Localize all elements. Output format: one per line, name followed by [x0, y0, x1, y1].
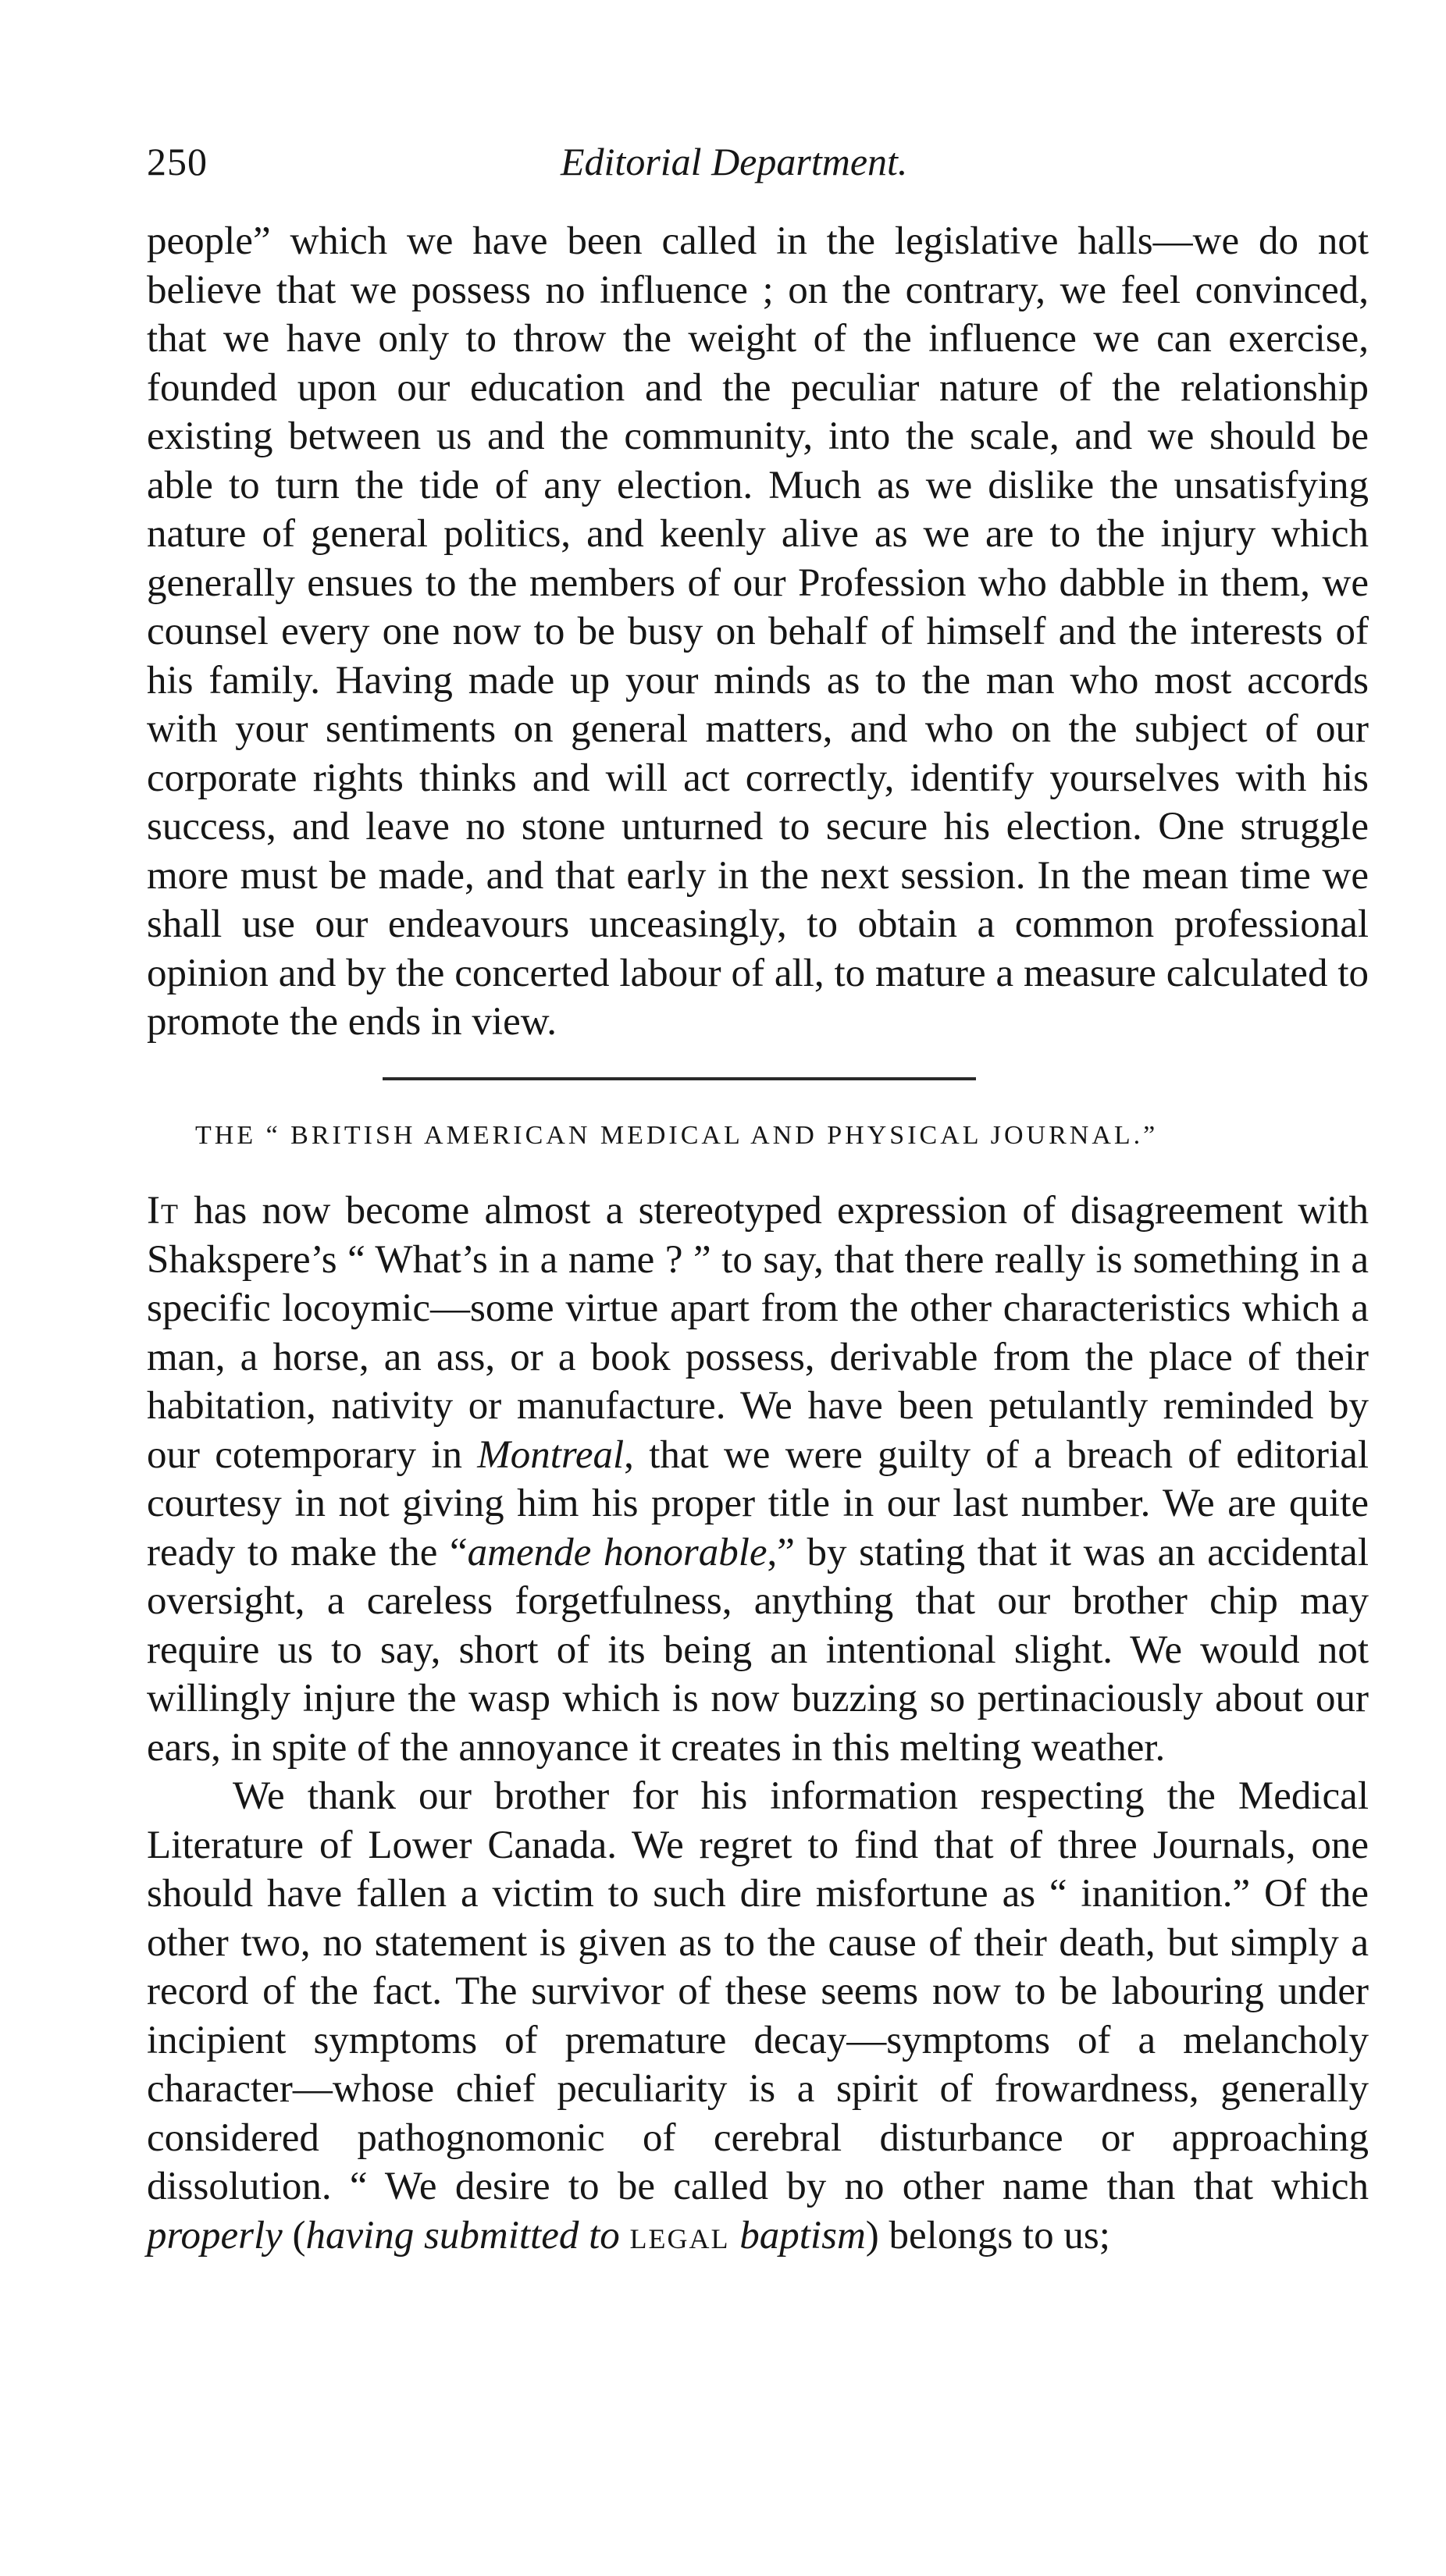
text-run: We thank our brother for his information respecting the Medical Literature of Lower Canada. We regret to find that of three Journals, one should have fallen a victim to such dire misfortune as “ inanition.” Of the other two, no statement is given as to the cause of their death, but simply a record of the fact. The survivor of these seems now to be labouring under incipient symptoms of premature decay—symptoms of a melancholy character—whose chief peculiarity is a spirit of frowardness, generally considered pathognomonic of cerebral disturbance or approaching dissolution. “ We desire to be called by no other name than that which [147, 1774, 1369, 2208]
section-heading: THE “ BRITISH AMERICAN MEDICAL AND PHYSICAL JOURNAL.” [195, 1121, 1159, 1150]
foreign-phrase: amende honorable [467, 1530, 768, 1574]
emphasis-baptism: baptism [739, 2213, 866, 2258]
paragraph-continued: people” which we have been called in the legislative halls—we do not believe that we possess no influence ; on the contrary, we feel convinced, that we have only to throw the weight of the influence we can exercise, founded upon our education and the peculiar nature of the relationship existing between us and the community, into the scale, and we should be able to turn the tide of any election. Much as we dislike the unsatisfying nature of general politics, and keenly alive as we are to the injury which generally ensues to the members of our Profession who dabble in them, we counsel every one now to be busy on behalf of himself and the interests of his family. Having made up your minds as to the man who most accords with your sentiments on general matters, and who on the subject of our corporate rights thinks and will act correctly, identify yourselves with his success, and leave no stone unturned to secure his election. One struggle more must be made, and that early in the next session. In the mean time we shall use our endeavours unceasingly, to obtain a common professional opinion and by the concerted labour of all, to mature a measure calculated to promote the ends in view. [147, 219, 1369, 1044]
place-name: Montreal [477, 1432, 625, 1477]
text-run: ) belongs to us; [865, 2213, 1110, 2258]
section-divider-rule [383, 1077, 976, 1080]
text-run: , that we were guilty of a breach of editorial courtesy in not giving him his proper title in our last number. We are quite ready to make the “ [147, 1432, 1369, 1574]
paragraph-journal-1 [147, 1187, 1369, 1772]
text-run: ,” by stating that it was an accidental oversight, a careless forgetfulness, anything that our brother chip may require us to say, short of its being an intentional slight. We would not willingly injure the wasp which is now buzzing so pertinaciously about our ears, in spite of the annoyance it creates in this melting weather. [147, 1530, 1369, 1770]
journal-article [147, 1187, 1369, 2260]
emphasis-phrase: having submitted to [305, 2213, 620, 2258]
running-title: Editorial Department. [561, 140, 908, 183]
running-head [147, 139, 1365, 194]
continued-article [147, 217, 1369, 1047]
lead-word: It [147, 1189, 179, 1233]
text-run: ( [282, 2213, 306, 2258]
page-number: 250 [147, 140, 208, 183]
paragraph-journal-2 [147, 1772, 1369, 2260]
text-run: has now become almost a stereotyped expression of disagreement with Shakspere’s “ What’s in a name ? ” to say, that there really is something in a specific locoymic—some virtue apart from the other characteristics which a man, a horse, an ass, or a book possess, derivable from the place of their habitation, nativity or manufacture. We have been petulantly reminded by our cotemporary in [147, 1189, 1369, 1477]
emphasis-properly: properly [147, 2213, 283, 2258]
emphasis-legal: legal [629, 2213, 730, 2258]
